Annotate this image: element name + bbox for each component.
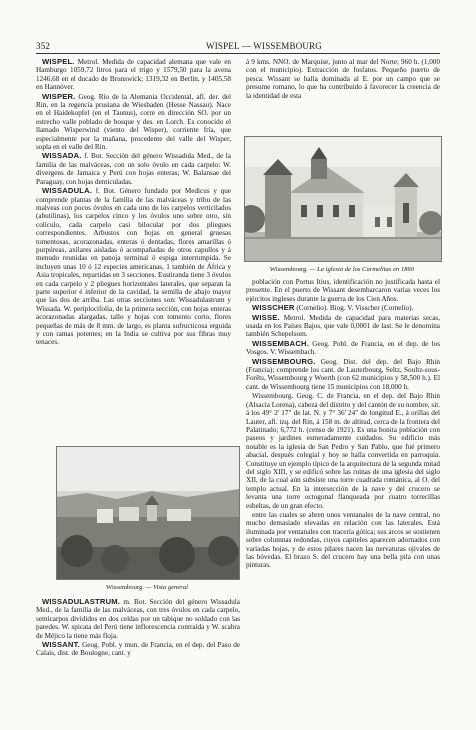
caption2-place: Wissembourg. bbox=[106, 584, 144, 591]
caption1-text: — La iglesia de los Carmelitas en 1860 bbox=[309, 266, 415, 273]
left-column-upper bbox=[36, 58, 231, 442]
entry-headword: WISSANT. bbox=[42, 640, 80, 650]
entry-text: Geog. Río de la Alemania Occidental, afl. der. del Rin, en la regencia prusiana de Wiesbaden (Hesse Nassau). Nace en el Haidekopfel (en el Taunus), corre en dirección SO. por un estrecho valle poblado de bosque y des. en Lorch. Es conocido el llamado Wisperwind (viento del Wisper), corriente fría, que especialmente por la mañana, procedente del valle del Wisper, sopla en el valle del Rin. bbox=[36, 92, 231, 152]
entry-headword: WISPER. bbox=[42, 91, 76, 101]
dictionary-entry bbox=[36, 152, 231, 186]
wissant-continuation: á 9 kms. NNO. de Marquise, junto al mar del Norte; 960 h. (1,000 con el municipio). Extracción de fosfatos. Pequeño puerto de pesca. Wissant se halla dominada al E. por un campo que se presume romano, lo que ha contribuido á favorecer la creencia de la identidad de esta bbox=[246, 58, 440, 100]
dictionary-entry bbox=[246, 511, 440, 570]
dictionary-entry bbox=[246, 392, 440, 510]
entry-headword: WISSEMBOURG. bbox=[252, 356, 316, 366]
entry-headword: WISPEL. bbox=[42, 58, 75, 66]
entry-text: f. Bot. Género fundado por Medicus y que comprende plantas de la familia de las malváceas y tribu de las malveas con pocos óvulos en cada uno de los carpelos verticilados (abutilinas), los carpelos cinco y los óvulos uno sobre otro, sin colículo, cada carpelo casi bilocular por dos pliegues correspondientes. Arbustos con hojas en general gruesas tomentosas, acorazonadas, enteras ó dentadas, flores amarillas ó purpúreas, axilares aisladas ó acompañadas de otros capullos y á menudo reunidas en panoja terminal ó espiga interrumpida. Se incluyen unas 10 ó 12 especies americanas, 1 también de África y Asia tropicales, repartidas en 3 secciones. Eustiranda tiene 3 óvulos en cada carpelo y 2 pliegues horizontales laterales, que separan la parte superior é inferior de la cavidad, la semilla de abajo mayor que las dos de arriba. Las otras secciones son: Wissadulastrum y Wissada. W. periplocifolia, de la primera sección, con hojas enteras acorazonadas alargadas, tallo y hojas con tomento corto, flores pequeñas de más de 8 mm. de largo, es planta sufructicosa erguida y con ramas potentes; en la India se cultiva por sus fibras muy tenaces. bbox=[36, 187, 231, 347]
dictionary-entry bbox=[36, 187, 231, 347]
running-title: WISPEL — WISSEMBOURG bbox=[206, 41, 323, 51]
page-header bbox=[36, 40, 440, 52]
dictionary-entry bbox=[246, 314, 440, 339]
entry-headword: WISSE. bbox=[252, 312, 280, 322]
church-photo bbox=[244, 136, 442, 262]
entry-text: Geog. Pobl. y mun. de Francia, en el dep. del Paso de Calais, dist. de Boulogne, cant. y bbox=[36, 641, 240, 658]
caption1-place: Wissembourg. bbox=[269, 266, 308, 273]
dictionary-entry bbox=[246, 358, 440, 392]
right-column-middle bbox=[246, 278, 440, 718]
dictionary-entry bbox=[36, 641, 240, 658]
entry-text: Wissembourg. Geog. C. de Francia, en el dep. del Bajo Rhin (Alsacia Lorena), cabeza del distrito y del cantón de su nombre, sit. á los 49° 2' 17" de lat. N. y 7° 36' 24" de longitud E., á orillas del Lauter, afl. izq. del Rin, á 158 m. de altitud, cerca de la frontera del Palatinado; 6,772 h. (censo de 1921). Es una bonita población con paseos y jardines esmeradamente cuidados. Su edificio más notable es la iglesia de San Pedro y San Pablo, que fué primero abacial, después colegial y hoy se halla convertida en parroquia. Constituye un ejemplo típico de la arquitectura de la segunda mitad del siglo XIII, y se edificó sobre las ruinas de una iglesia del siglo XII, de la cual aún subsiste una torre cuadrada románica, al O. del templo actual. En la intersección de la nave y del crucero se levanta una torre octogonal flanqueada por cuatro torrecillas esbeltas, de un gran efecto. bbox=[246, 392, 440, 510]
church-photo-caption bbox=[244, 266, 440, 274]
entry-text: Metrol. Medida de capacidad para materias secas, usada en los Países Bajos, que vale 0,0001 de last. Se le denomina también Schepelsom. bbox=[246, 313, 440, 339]
left-column-lower bbox=[36, 598, 240, 718]
entry-headword: WISSADA. bbox=[42, 151, 82, 161]
entry-text: Metrol. Medida de capacidad alemana que vale en Hamburgo 1059,72 litros para el trigo y 1579,50 para la avena 1246,68 en el ducado de Brunswick; 1319,32 en Berlín, y 1405,58 en Hannóver. bbox=[36, 58, 231, 92]
entry-text: población con Portus Itius, identificación no justificada hasta el presente. En el puerto de Wissant desembarcaron varias veces los ejércitos ingleses durante la guerra de los Cien Años. bbox=[246, 278, 440, 303]
entry-text: (Cornelio). Biog. V. Visscher (Cornelio). bbox=[294, 304, 414, 313]
entry-text: Geog. Pobl. de Francia, en el dep. de los Vosgos. V. Wissembach. bbox=[246, 339, 440, 357]
town-photo-caption bbox=[56, 584, 238, 592]
church-illustration bbox=[245, 137, 441, 261]
entry-headword: WISSEMBACH. bbox=[252, 338, 310, 348]
entry-text: m. Bot. Sección del género Wissadula Med., de la familia de las malváceas, con tres óvulos en cada carpelo, semicarpos divididos en dos celdas por un tabique no soldado con las paredes. W. spicata del Perú tiene inflorescencia contraída y W. scabra de Méjico la tiene más floja. bbox=[36, 598, 240, 640]
dictionary-entry bbox=[246, 278, 440, 303]
entry-headword: WISSADULA. bbox=[42, 186, 93, 196]
town-photo bbox=[56, 446, 240, 580]
entry-text: entre las cuales se abren unos ventanales de la nave central, no mucho demasiado elevadas en relación con las laterales. Está iluminada por ventanales con tracería gótica; sus arcos se sostienen sobre columnas redondas, cuyos capiteles aparecen adornados con variadas hojas, y de estos pilares nacen las nervaturas ojivales de las bóvedas. El brazo S. del crucero hay una bella pila con unas pinturas. bbox=[246, 510, 440, 570]
entry-text: Geog. Dist. del dep. del Bajo Rhin (Francia); comprende los cant. de Lauterbourg, Seltz, Soultz-sous-Forêts, Wissembourg y Woerth (con 62 municipios y 58,500 h.). El cant. de Wissembourg tiene 15 municipios con 18,000 h. bbox=[246, 357, 440, 391]
header-rule bbox=[36, 53, 440, 54]
caption2-text: — Vista general bbox=[145, 584, 188, 591]
dictionary-entry bbox=[36, 598, 240, 640]
entry-headword: WISSADULASTRUM. bbox=[42, 598, 121, 606]
page-number: 352 bbox=[36, 41, 51, 51]
entry-text: f. Bot. Sección del género Wissadula Med., de la familia de las malváceas, con un solo óvulo en cada carpelo: W. divergens de Jamaica y Perú con hojas enteras; W. Balansae del Paraguay, con hojas denticuladas. bbox=[36, 152, 231, 186]
entry-headword: WISSCHER bbox=[252, 303, 295, 313]
dictionary-entry bbox=[246, 304, 440, 312]
dictionary-entry bbox=[36, 93, 231, 152]
dictionary-entry bbox=[36, 58, 231, 92]
town-illustration bbox=[57, 447, 239, 579]
right-column-top-text bbox=[246, 58, 440, 126]
dictionary-entry bbox=[246, 340, 440, 357]
